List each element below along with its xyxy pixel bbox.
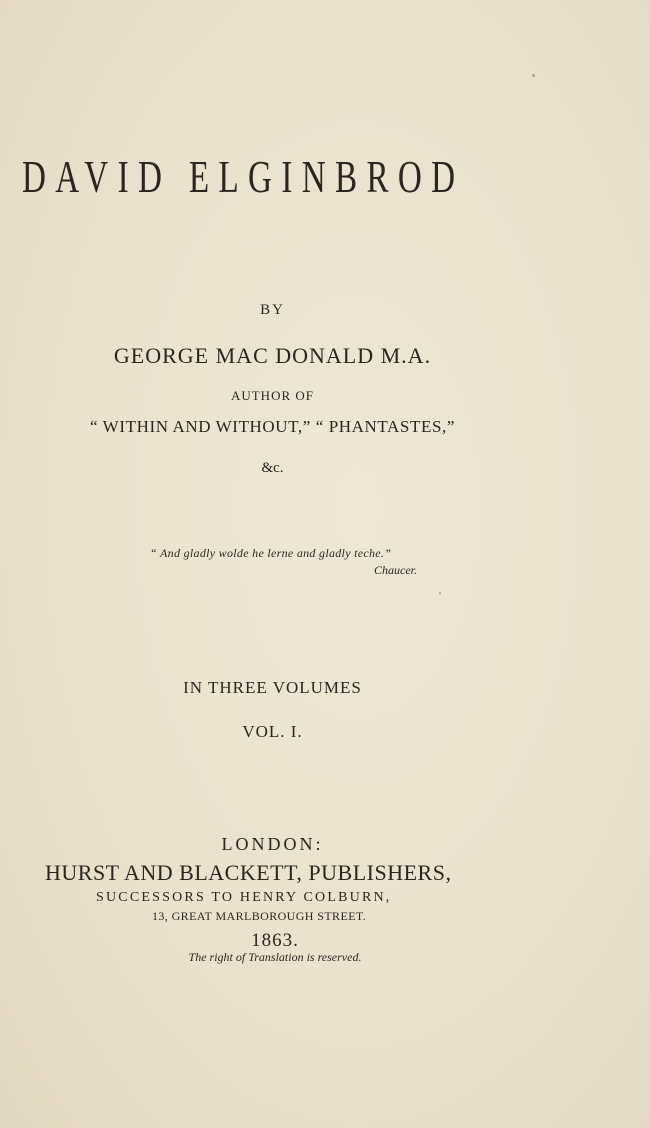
epigraph-quote: “ And gladly wolde he lerne and gladly teche.”: [150, 546, 392, 560]
volumes-statement: IN THREE VOLUMES: [183, 678, 362, 697]
epigraph-attribution: Chaucer.: [374, 563, 417, 577]
publication-place: LONDON:: [221, 834, 324, 854]
etcetera: &c.: [261, 460, 284, 476]
book-title: DAVID ELGINBROD: [22, 151, 465, 202]
rights-notice: The right of Translation is reserved.: [188, 950, 362, 964]
publisher-successors: SUCCESSORS TO HENRY COLBURN,: [96, 890, 392, 905]
author-name: GEORGE MAC DONALD M.A.: [113, 343, 432, 368]
volume-number: VOL. I.: [242, 722, 303, 741]
publisher-address: 13, GREAT MARLBOROUGH STREET.: [152, 909, 367, 923]
by-line: BY: [260, 302, 285, 318]
paper-speck: [439, 592, 441, 594]
publisher-name: HURST AND BLACKETT, PUBLISHERS,: [45, 860, 452, 885]
publication-year: 1863.: [251, 930, 299, 951]
paper-speck: [532, 74, 535, 77]
previous-works: “ WITHIN AND WITHOUT,” “ PHANTASTES,”: [89, 417, 456, 436]
author-of-label: AUTHOR OF: [230, 388, 315, 403]
